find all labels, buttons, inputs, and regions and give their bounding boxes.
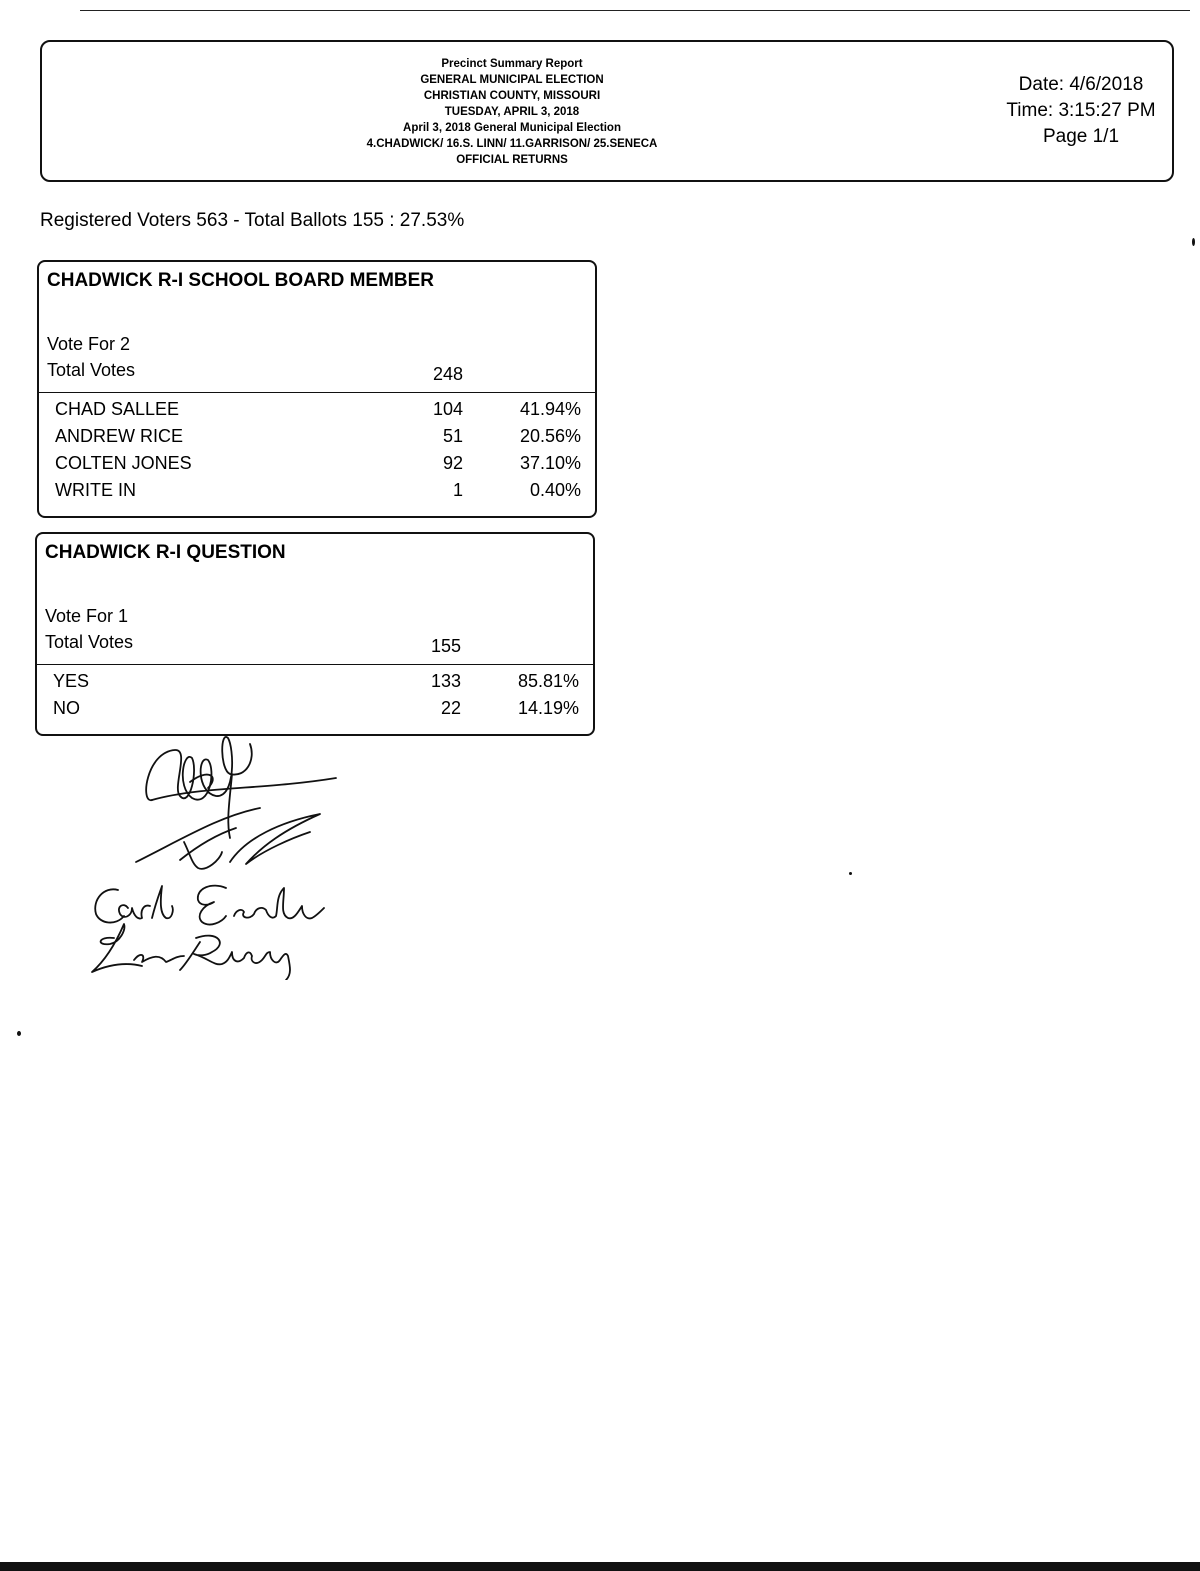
report-time: Time: 3:15:27 PM (1006, 100, 1156, 121)
contest-school-board (37, 260, 597, 518)
candidate-row (39, 480, 595, 507)
report-header (40, 40, 1174, 182)
report-meta (996, 72, 1166, 150)
contest-title: CHADWICK R-I QUESTION (45, 542, 286, 563)
county-name: CHRISTIAN COUNTY, MISSOURI (423, 90, 601, 102)
choice-list (37, 671, 593, 725)
returns-status: OFFICIAL RETURNS (456, 154, 568, 166)
total-votes-label: Total Votes (45, 632, 134, 652)
candidate-name: CHAD SALLEE (55, 399, 180, 419)
candidate-row (39, 453, 595, 480)
choice-votes: 22 (440, 698, 461, 718)
vote-for: Vote For 1 (45, 606, 129, 626)
election-date: TUESDAY, APRIL 3, 2018 (444, 106, 580, 118)
registered-voters-summary: Registered Voters 563 - Total Ballots 155 : 27.53% (40, 210, 465, 231)
candidate-votes: 104 (432, 399, 463, 419)
candidate-percent: 37.10% (519, 453, 581, 473)
choice-votes: 133 (430, 671, 461, 691)
total-votes-label: Total Votes (47, 360, 136, 380)
choice-row (37, 698, 593, 725)
candidate-percent: 0.40% (529, 480, 581, 500)
divider (37, 664, 593, 665)
candidate-list (39, 399, 595, 507)
candidate-votes: 92 (442, 453, 463, 473)
candidate-name: WRITE IN (55, 480, 136, 500)
choice-percent: 14.19% (517, 698, 579, 718)
candidate-name: ANDREW RICE (55, 426, 184, 446)
signature-1 (146, 737, 336, 838)
divider (39, 392, 595, 393)
scan-speck (849, 872, 852, 875)
candidate-percent: 41.94% (519, 399, 581, 419)
signature-carl-esrich (95, 886, 324, 925)
election-description: April 3, 2018 General Municipal Election (403, 122, 621, 134)
scan-edge-bottom (0, 1562, 1200, 1571)
candidate-votes: 51 (442, 426, 463, 446)
candidate-row (39, 426, 595, 453)
scan-speck (17, 1031, 21, 1036)
vote-for: Vote For 2 (47, 334, 131, 354)
election-name: GENERAL MUNICIPAL ELECTION (420, 74, 604, 86)
scan-speck (1192, 238, 1195, 246)
choice-row (37, 671, 593, 698)
choice-percent: 85.81% (517, 671, 579, 691)
choice-name: YES (53, 671, 90, 691)
choice-name: NO (53, 698, 80, 718)
candidate-percent: 20.56% (519, 426, 581, 446)
candidate-row (39, 399, 595, 426)
contest-question (35, 532, 595, 736)
signature-2 (136, 808, 320, 869)
signature-lee-russey (92, 924, 290, 980)
precinct-list: 4.CHADWICK/ 16.S. LINN/ 11.GARRISON/ 25.SENECA (366, 138, 658, 150)
contest-title: CHADWICK R-I SCHOOL BOARD MEMBER (47, 270, 435, 291)
report-title-block (342, 56, 682, 168)
candidate-votes: 1 (452, 480, 463, 500)
page-number: Page 1/1 (1042, 126, 1120, 147)
report-title: Precinct Summary Report (441, 58, 583, 70)
total-votes-value: 248 (432, 364, 463, 384)
total-votes-value: 155 (430, 636, 461, 656)
report-date: Date: 4/6/2018 (1018, 74, 1144, 95)
candidate-name: COLTEN JONES (55, 453, 192, 473)
signatures (80, 730, 360, 980)
scan-edge-top (80, 0, 1190, 11)
